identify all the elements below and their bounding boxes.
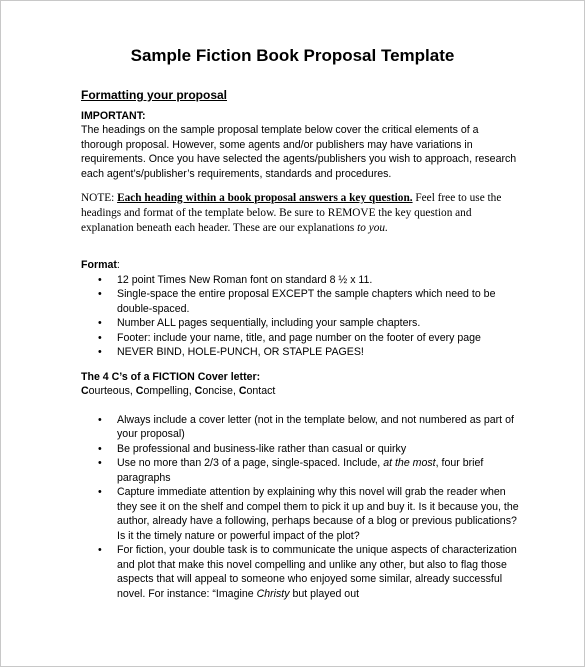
page-title: Sample Fiction Book Proposal Template xyxy=(130,46,455,65)
four-cs-line xyxy=(81,384,521,399)
format-label: Format xyxy=(81,259,117,271)
c-initial: C xyxy=(194,385,203,397)
c-word: ourteous, xyxy=(88,385,136,397)
important-paragraph: The headings on the sample proposal template below cover the critical elements of a thorough proposal. However, some agents and/or publishers may have variations in requirements. Once you have selected the agents/publishers you wish to approach, research each agent’s/publisher’s requirements, standards and procedures. xyxy=(81,124,517,180)
note-key-question: Each heading within a book proposal answers a key question. xyxy=(117,192,413,204)
document-body xyxy=(81,88,521,601)
list-item: • Be professional and business-like rather than casual or quirky xyxy=(117,442,521,457)
c-word: oncise, xyxy=(202,385,239,397)
list-item: • For fiction, your double task is to communicate the unique aspects of characterization and plot that make this novel compelling and unlike any other, but also to flag those aspects that will appeal to someone who enjoyed some similar, already successful novel. For instance: “Imagine Christy but played out xyxy=(117,543,521,601)
c-initial: C xyxy=(238,385,247,397)
note-rest: Feel free to use the headings and format of the template below. Be sure to REMOVE the key question and explanation beneath each header. These are our explanations xyxy=(81,192,502,234)
list-item: • Number ALL pages sequentially, including your sample chapters. xyxy=(117,316,521,331)
format-list xyxy=(81,273,521,360)
list-item: • Always include a cover letter (not in the template below, and not numbered as part of your proposal) xyxy=(117,413,521,442)
cover-letter-list xyxy=(81,413,521,602)
cover-letter-heading: The 4 C’s of a FICTION Cover letter: xyxy=(81,370,261,383)
list-item: • 12 point Times New Roman font on standard 8 ½ x 11. xyxy=(117,273,521,288)
c-initial: C xyxy=(81,385,89,397)
note-paragraph xyxy=(81,191,521,236)
c-word: ompelling, xyxy=(143,385,195,397)
c-initial: C xyxy=(135,385,144,397)
list-item: • Single-space the entire proposal EXCEPT the sample chapters which need to be double-spaced. xyxy=(117,287,521,316)
c-word: ontact xyxy=(246,385,276,397)
formatting-heading: Formatting your proposal xyxy=(81,88,228,102)
list-item: • NEVER BIND, HOLE-PUNCH, OR STAPLE PAGES! xyxy=(117,345,521,360)
list-item: • Footer: include your name, title, and page number on the footer of every page xyxy=(117,331,521,346)
list-item: • Capture immediate attention by explaining why this novel will grab the reader when they see it on the shelf and compel them to pick it up and buy it. Is it because you, the author, already have a following, perhaps because of a blog or previous publications? Is it the timely nature or powerful impact of the plot? xyxy=(117,485,521,543)
format-colon: : xyxy=(116,259,120,271)
note-italic: to you. xyxy=(357,222,388,234)
list-item: • Use no more than 2/3 of a page, single-spaced. Include, at the most, four brief paragraphs xyxy=(117,456,521,485)
note-prefix: NOTE: xyxy=(81,192,118,204)
important-label: IMPORTANT: xyxy=(81,109,146,122)
format-heading xyxy=(81,258,521,273)
